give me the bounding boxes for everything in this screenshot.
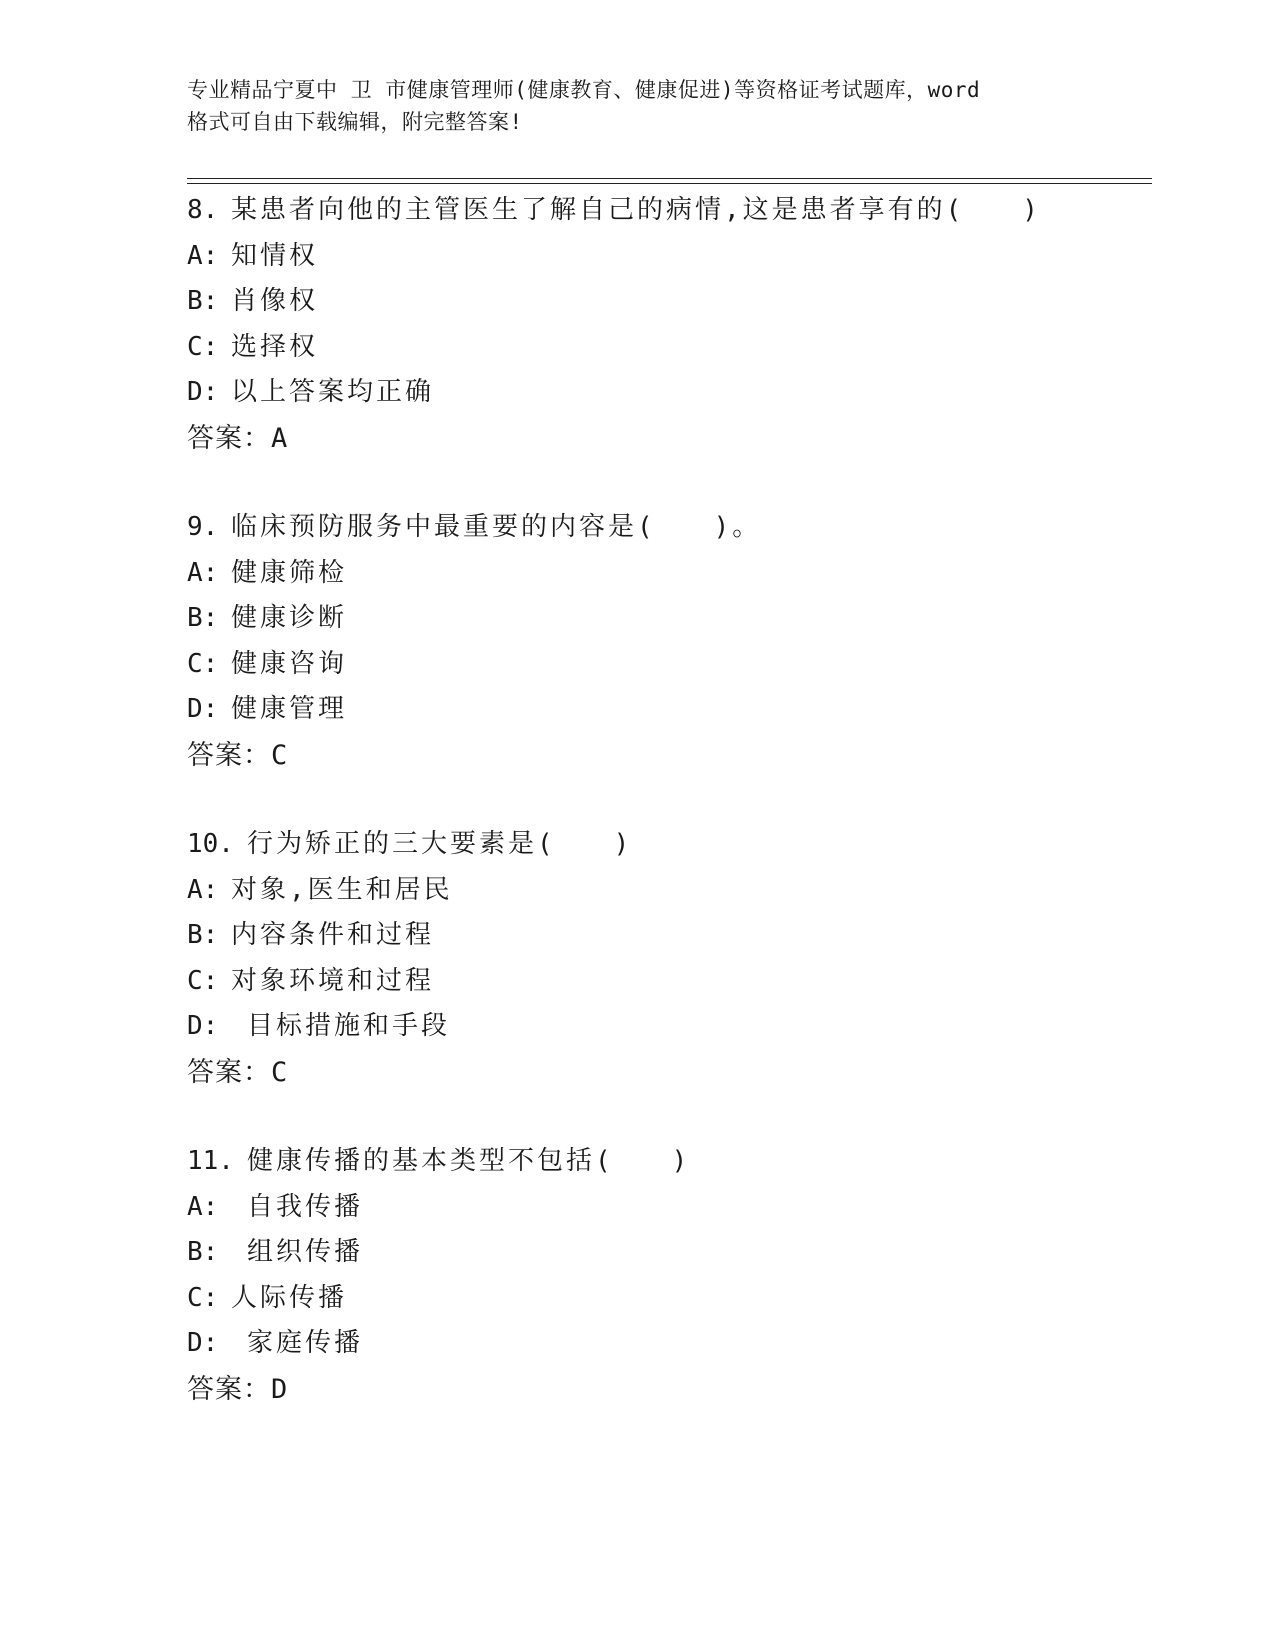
question-number: 10. bbox=[187, 829, 234, 859]
question-list bbox=[187, 188, 1147, 1456]
option-key: D: bbox=[187, 377, 219, 407]
option-key: C: bbox=[187, 648, 219, 679]
option-key: A: bbox=[187, 874, 219, 905]
header-divider-top bbox=[187, 178, 1152, 179]
option-key: A: bbox=[187, 1191, 219, 1222]
option-a bbox=[187, 1185, 1147, 1231]
question-number: 8. bbox=[187, 195, 219, 225]
question-stem bbox=[187, 1139, 1147, 1185]
option-text: 人际传播 bbox=[231, 1282, 348, 1313]
option-c bbox=[187, 1276, 1147, 1322]
option-text: 自我传播 bbox=[247, 1191, 364, 1222]
answer-line bbox=[187, 416, 1147, 462]
answer-label: 答案： bbox=[187, 739, 271, 771]
option-key: C: bbox=[187, 965, 219, 996]
option-c bbox=[187, 959, 1147, 1005]
option-text: 知情权 bbox=[231, 240, 319, 271]
document-header bbox=[187, 74, 1087, 138]
option-key: D: bbox=[187, 1328, 219, 1358]
answer-value: D bbox=[271, 1373, 289, 1405]
question-text: 行为矫正的三大要素是( ) bbox=[247, 829, 633, 859]
answer-value: A bbox=[271, 422, 289, 454]
header-line-1: 专业精品宁夏中 卫 市健康管理师(健康教育、健康促进)等资格证考试题库，word bbox=[187, 78, 981, 102]
option-d bbox=[187, 1004, 1147, 1050]
option-key: A: bbox=[187, 240, 219, 271]
option-a bbox=[187, 551, 1147, 597]
option-key: C: bbox=[187, 331, 219, 362]
option-key: B: bbox=[187, 920, 219, 950]
option-a bbox=[187, 868, 1147, 914]
option-c bbox=[187, 642, 1147, 688]
option-b bbox=[187, 1230, 1147, 1276]
option-key: A: bbox=[187, 557, 219, 588]
option-text: 健康管理 bbox=[231, 694, 348, 724]
option-key: C: bbox=[187, 1282, 219, 1313]
option-text: 肖像权 bbox=[231, 286, 319, 316]
answer-line bbox=[187, 1050, 1147, 1096]
option-text: 组织传播 bbox=[247, 1237, 364, 1267]
option-c bbox=[187, 325, 1147, 371]
option-text: 以上答案均正确 bbox=[231, 377, 435, 407]
answer-line bbox=[187, 733, 1147, 779]
option-d bbox=[187, 370, 1147, 416]
question-text: 某患者向他的主管医生了解自己的病情,这是患者享有的( ) bbox=[231, 195, 1041, 225]
question-stem bbox=[187, 505, 1147, 551]
question-text: 健康传播的基本类型不包括( ) bbox=[247, 1146, 691, 1176]
question-8 bbox=[187, 188, 1147, 461]
option-key: D: bbox=[187, 694, 219, 724]
option-text: 内容条件和过程 bbox=[231, 920, 435, 950]
answer-value: C bbox=[271, 739, 289, 771]
option-key: B: bbox=[187, 1237, 219, 1267]
option-text: 对象,医生和居民 bbox=[231, 874, 453, 905]
question-10 bbox=[187, 822, 1147, 1095]
option-b bbox=[187, 279, 1147, 325]
question-number: 11. bbox=[187, 1146, 234, 1176]
question-stem bbox=[187, 822, 1147, 868]
question-9 bbox=[187, 505, 1147, 778]
answer-label: 答案： bbox=[187, 1056, 271, 1088]
answer-value: C bbox=[271, 1056, 289, 1088]
answer-line bbox=[187, 1367, 1147, 1413]
option-key: B: bbox=[187, 286, 219, 316]
header-line-2: 格式可自由下载编辑，附完整答案! bbox=[187, 110, 523, 134]
answer-label: 答案： bbox=[187, 422, 271, 454]
option-text: 目标措施和手段 bbox=[247, 1011, 451, 1041]
question-stem bbox=[187, 188, 1147, 234]
answer-label: 答案： bbox=[187, 1373, 271, 1405]
question-text: 临床预防服务中最重要的内容是( )。 bbox=[231, 512, 762, 542]
question-11 bbox=[187, 1139, 1147, 1412]
option-key: B: bbox=[187, 603, 219, 633]
option-text: 健康筛检 bbox=[231, 557, 348, 588]
option-b bbox=[187, 596, 1147, 642]
option-d bbox=[187, 687, 1147, 733]
option-a bbox=[187, 234, 1147, 280]
option-text: 健康咨询 bbox=[231, 648, 348, 679]
question-number: 9. bbox=[187, 512, 219, 542]
option-text: 对象环境和过程 bbox=[231, 965, 435, 996]
option-text: 家庭传播 bbox=[247, 1328, 364, 1358]
option-text: 选择权 bbox=[231, 331, 319, 362]
option-key: D: bbox=[187, 1011, 219, 1041]
option-d bbox=[187, 1321, 1147, 1367]
header-divider-bottom bbox=[187, 183, 1152, 184]
option-text: 健康诊断 bbox=[231, 603, 348, 633]
option-b bbox=[187, 913, 1147, 959]
